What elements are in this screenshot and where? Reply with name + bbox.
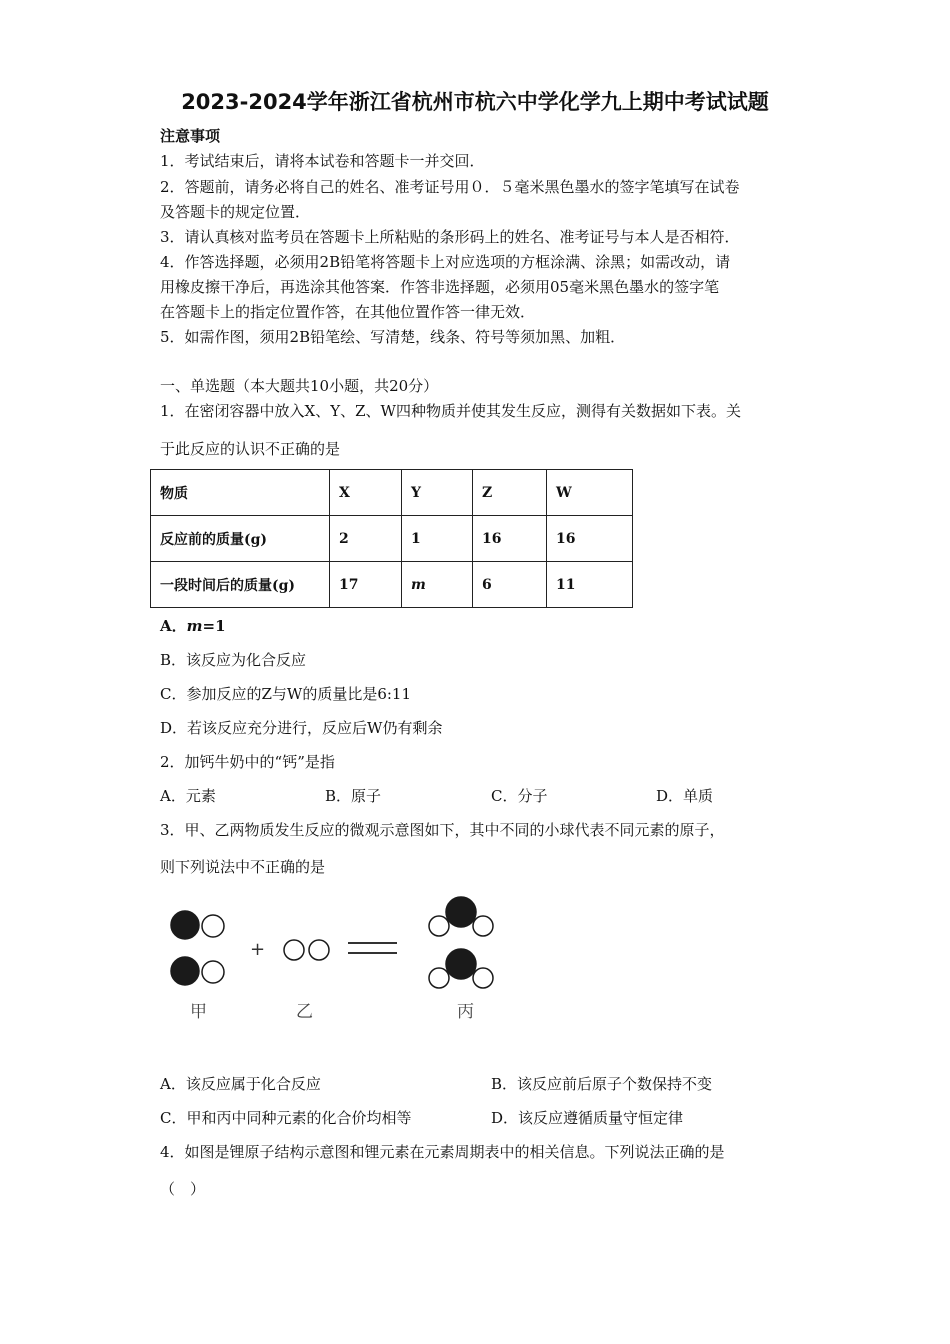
q2-option-b: B．原子 — [325, 787, 382, 805]
table-cell: 16 — [473, 516, 547, 562]
q1-option-d: D．若该反应充分进行，反应后W仍有剩余 — [160, 719, 443, 737]
table-header-row — [151, 470, 633, 516]
label-jia: 甲 — [190, 1002, 207, 1022]
q2-option-c: C．分子 — [491, 787, 548, 805]
notice-line-6: 用橡皮擦干净后，再选涂其他答案．作答非选择题，必须用05毫米黑色墨水的签字笔 — [160, 278, 720, 296]
q1-stem-line-1: 1．在密闭容器中放入X、Y、Z、W四种物质并使其发生反应，测得有关数据如下表。关 — [160, 402, 741, 420]
molecule-jia-1 — [171, 911, 224, 939]
table-cell: 16 — [547, 516, 633, 562]
molecule-yi — [284, 940, 329, 960]
table-cell: 2 — [330, 516, 402, 562]
section-heading: 一、单选题（本大题共10小题，共20分） — [160, 377, 439, 395]
table-cell: X — [330, 470, 402, 516]
notice-line-4: 3．请认真核对监考员在答题卡上所粘贴的条形码上的姓名、准考证号与本人是否相符． — [160, 228, 740, 246]
table-cell: Z — [473, 470, 547, 516]
q3-stem-line-2: 则下列说法中不正确的是 — [160, 858, 326, 876]
table-cell: 6 — [473, 562, 547, 608]
q3-option-a: A．该反应属于化合反应 — [160, 1075, 321, 1093]
equals-sign — [348, 943, 397, 953]
label-bing: 丙 — [457, 1002, 474, 1022]
molecule-bing-1 — [429, 897, 493, 936]
q1-option-b: B．该反应为化合反应 — [160, 651, 307, 669]
table-cell: 一段时间后的质量(g) — [151, 562, 330, 608]
q4-stem-line-1: 4．如图是锂原子结构示意图和锂元素在元素周期表中的相关信息。下列说法正确的是 — [160, 1143, 725, 1161]
table-cell: W — [547, 470, 633, 516]
q3-stem-line-1: 3．甲、乙两物质发生反应的微观示意图如下，其中不同的小球代表不同元素的原子， — [160, 821, 725, 839]
q3-option-b: B．该反应前后原子个数保持不变 — [491, 1075, 713, 1093]
q1-option-c: C．参加反应的Z与W的质量比是6:11 — [160, 685, 412, 703]
table-cell: 17 — [330, 562, 402, 608]
label-yi: 乙 — [296, 1002, 313, 1022]
notice-line-5: 4．作答选择题，必须用2B铅笔将答题卡上对应选项的方框涂满、涂黑；如需改动，请 — [160, 253, 731, 271]
table-cell: 1 — [402, 516, 473, 562]
reaction-diagram — [160, 895, 520, 1035]
table-cell: m — [402, 562, 473, 608]
table-cell: 11 — [547, 562, 633, 608]
table-cell: 反应前的质量(g) — [151, 516, 330, 562]
page-title: 2023-2024学年浙江省杭州市杭六中学化学九上期中考试试题 — [181, 90, 769, 114]
notice-line-7: 在答题卡上的指定位置作答，在其他位置作答一律无效． — [160, 303, 536, 321]
q2-stem: 2．加钙牛奶中的“钙”是指 — [160, 753, 335, 771]
notice-line-1: 1．考试结束后，请将本试卷和答题卡一并交回． — [160, 152, 485, 170]
q4-stem-line-2: （ ） — [160, 1180, 206, 1198]
notice-line-8: 5．如需作图，须用2B铅笔绘、写清楚，线条、符号等须加黑、加粗． — [160, 328, 626, 346]
option-text: =1 — [202, 617, 226, 635]
molecule-jia-2 — [171, 957, 224, 985]
notice-heading: 注意事项 — [160, 127, 221, 145]
q1-data-table — [150, 469, 633, 608]
notice-line-3: 及答题卡的规定位置． — [160, 203, 311, 221]
plus-sign: + — [250, 939, 266, 960]
option-label: A． — [160, 617, 187, 635]
q3-option-c: C．甲和丙中同种元素的化合价均相等 — [160, 1109, 412, 1127]
q2-option-a: A．元素 — [160, 787, 216, 805]
table-cell: Y — [402, 470, 473, 516]
table-cell: 物质 — [151, 470, 330, 516]
q3-option-d: D．该反应遵循质量守恒定律 — [491, 1109, 684, 1127]
molecule-bing-2 — [429, 949, 493, 988]
table-row — [151, 516, 633, 562]
notice-line-2: 2．答题前，请务必将自己的姓名、准考证号用０．５毫米黑色墨水的签字笔填写在试卷 — [160, 178, 740, 196]
variable-m: m — [186, 617, 203, 635]
q1-stem-line-2: 于此反应的认识不正确的是 — [160, 440, 341, 458]
q2-option-d: D．单质 — [656, 787, 714, 805]
table-row — [151, 562, 633, 608]
q1-option-a — [160, 616, 226, 636]
